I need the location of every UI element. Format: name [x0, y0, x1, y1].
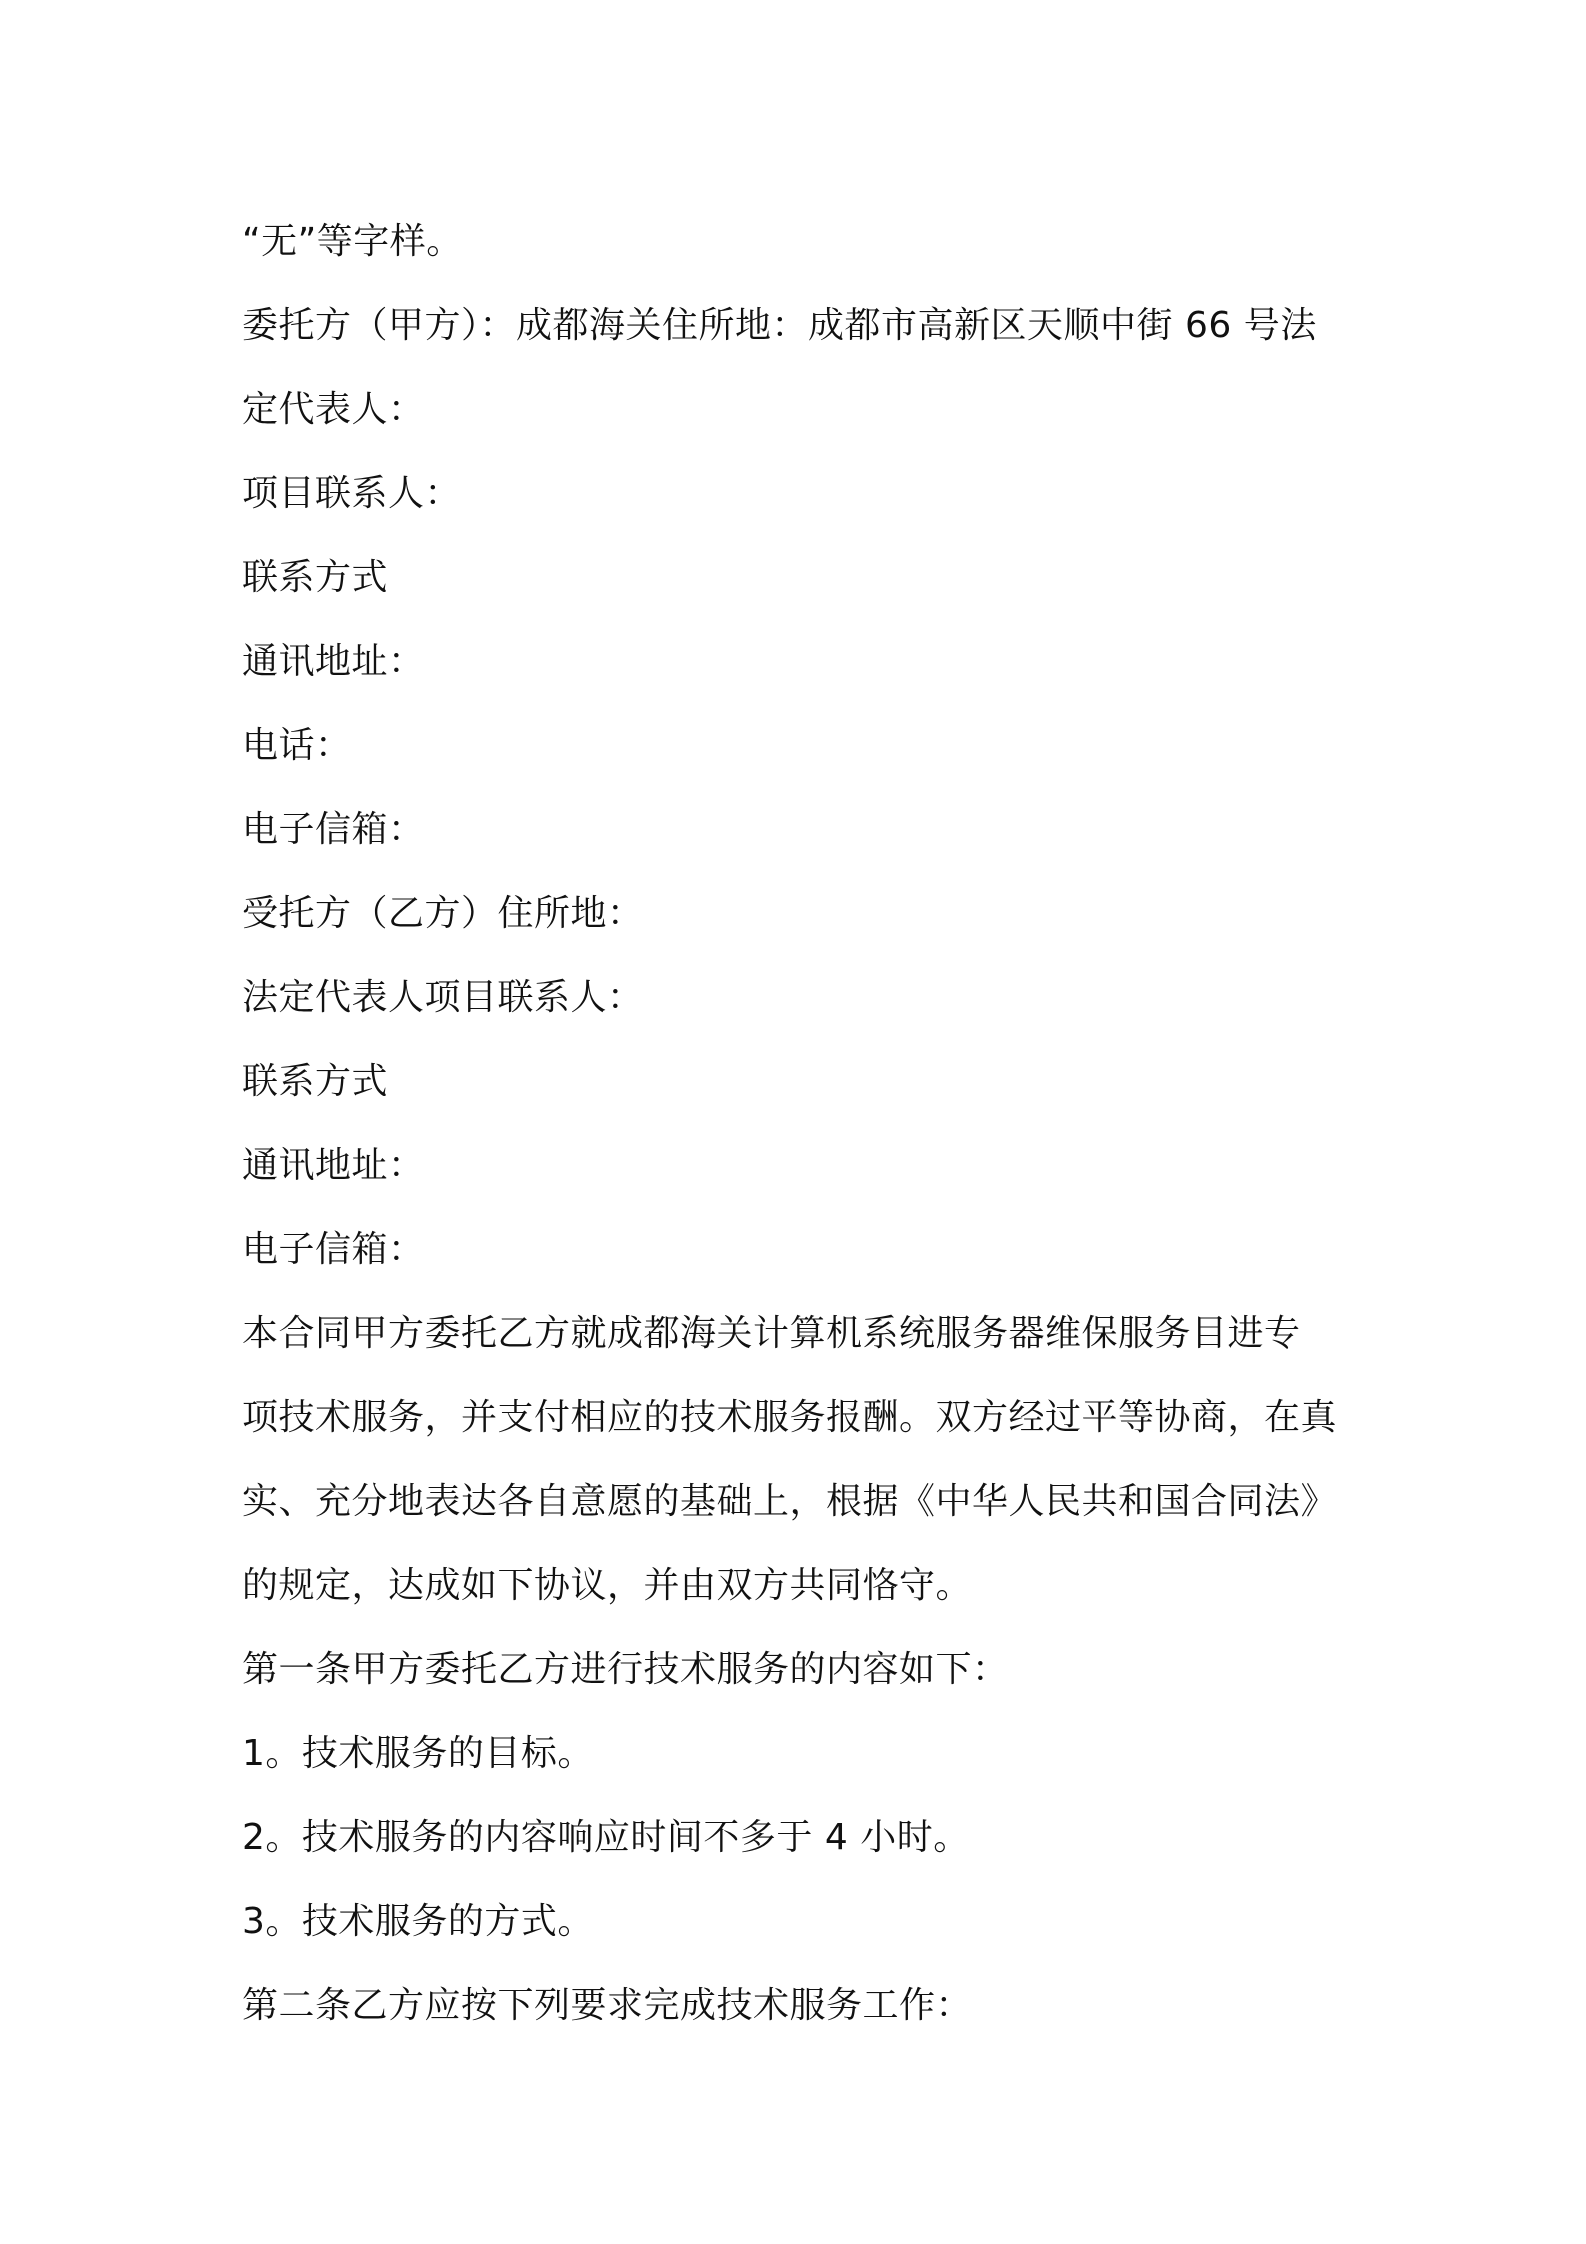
paragraph-line: 本合同甲方委托乙方就成都海关计算机系统服务器维保服务目进专: [242, 1313, 1301, 1354]
text-line: 通讯地址：: [242, 641, 425, 682]
party-a-line: 委托方（甲方）：成都海关住所地：成都市高新区天顺中街 66 号法: [242, 305, 1317, 346]
text-line: 联系方式: [242, 1061, 389, 1102]
text-line: 电子信箱：: [242, 809, 425, 850]
article-heading: 第一条甲方委托乙方进行技术服务的内容如下：: [242, 1649, 1009, 1690]
article-heading: 第二条乙方应按下列要求完成技术服务工作：: [242, 1985, 973, 2026]
text-line: 电话：: [242, 725, 352, 766]
list-item: 1。技术服务的目标。: [242, 1733, 594, 1774]
text-line: 通讯地址：: [242, 1145, 425, 1186]
paragraph-line: 项技术服务，并支付相应的技术服务报酬。双方经过平等协商，在真: [242, 1397, 1338, 1438]
list-item: 3。技术服务的方式。: [242, 1901, 594, 1942]
text-line: 法定代表人项目联系人：: [242, 977, 644, 1018]
paragraph-line: 实、充分地表达各自意愿的基础上，根据《中华人民共和国合同法》: [242, 1481, 1338, 1522]
text-line: 项目联系人：: [242, 473, 462, 514]
document-body: [242, 200, 1362, 2048]
text-line: “无”等字样。: [242, 221, 463, 262]
party-b-line: 受托方（乙方）住所地：: [242, 893, 644, 934]
paragraph-line: 的规定，达成如下协议，并由双方共同恪守。: [242, 1565, 973, 1606]
text-line: 电子信箱：: [242, 1229, 425, 1270]
text-line: 联系方式: [242, 557, 389, 598]
list-item: 2。技术服务的内容响应时间不多于 4 小时。: [242, 1817, 970, 1858]
text-line: 定代表人：: [242, 389, 425, 430]
